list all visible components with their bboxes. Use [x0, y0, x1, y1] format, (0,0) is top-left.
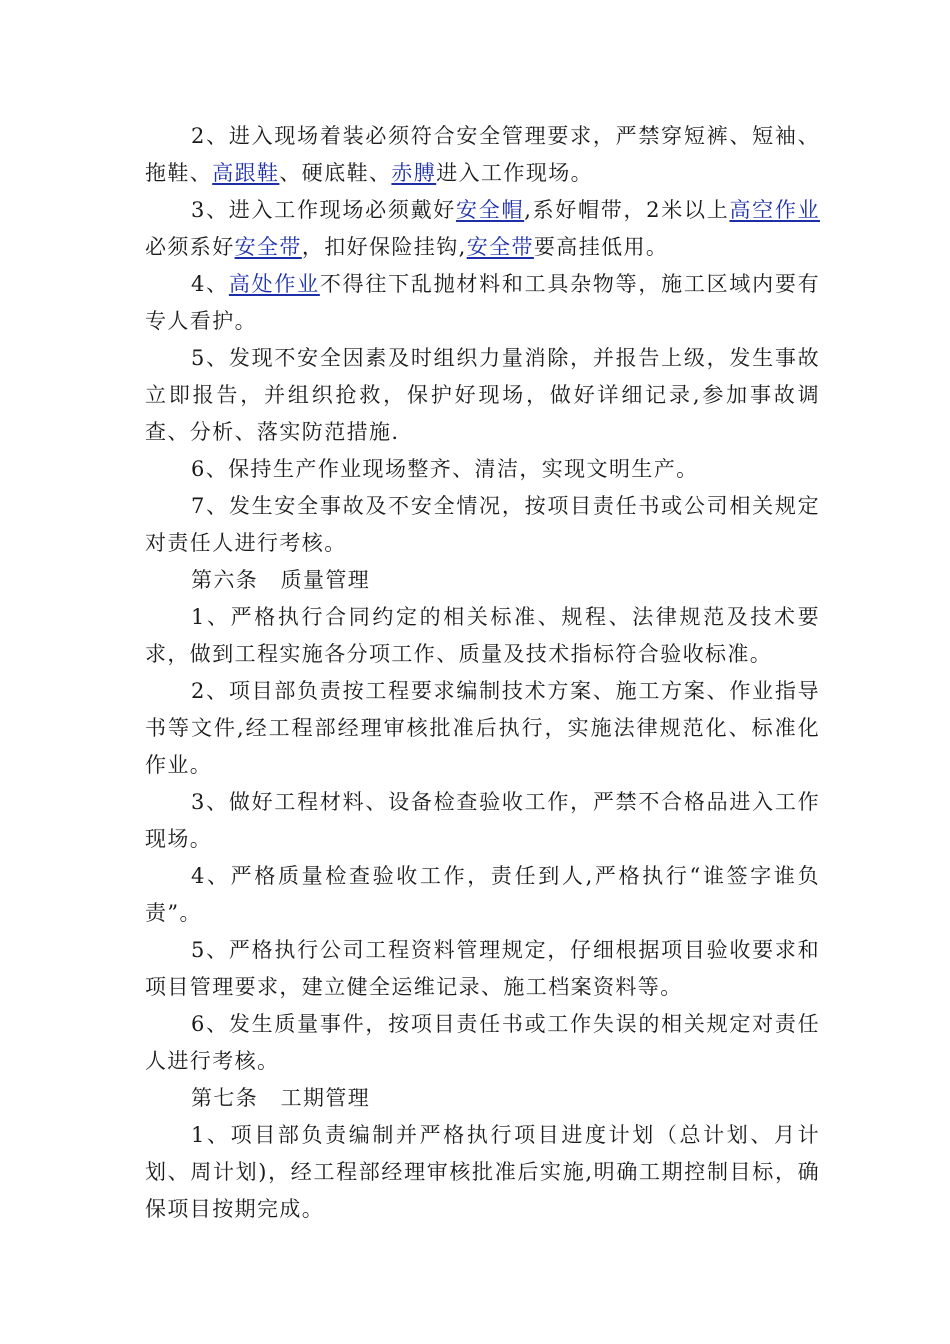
hyperlink[interactable]: 安全帽	[456, 198, 525, 222]
text-segment: 2、进入现场着装必须符合安全管理要求，严禁穿短裤、短袖、拖鞋、	[145, 124, 820, 185]
hyperlink[interactable]: 高处作业	[228, 272, 320, 296]
hyperlink[interactable]: 安全带	[466, 235, 534, 259]
text-segment: 1、严格执行合同约定的相关标准、规程、法律规范及技术要求，做到工程实施各分项工作、质量及技术指标符合验收标准。	[145, 605, 820, 666]
text-segment: 4、严格质量检查验收工作，责任到人,严格执行“谁签字谁负责”。	[145, 864, 820, 925]
text-segment: 6、保持生产作业现场整齐、清洁，实现文明生产。	[191, 457, 699, 481]
document-body	[145, 118, 820, 1228]
paragraph	[145, 932, 820, 1006]
paragraph	[145, 118, 820, 192]
text-segment: ,系好帽带，2米以上	[524, 198, 730, 222]
paragraph	[145, 488, 820, 562]
paragraph	[145, 599, 820, 673]
text-segment: 第七条 工期管理	[191, 1086, 371, 1110]
text-segment: 要高挂低用。	[533, 235, 669, 259]
section-heading	[145, 1080, 820, 1117]
text-segment: 6、发生质量事件，按项目责任书或工作失误的相关规定对责任人进行考核。	[145, 1012, 820, 1073]
hyperlink[interactable]: 高跟鞋	[212, 161, 280, 185]
paragraph	[145, 673, 820, 784]
text-segment: 、硬底鞋、	[279, 161, 392, 185]
text-segment: 5、发现不安全因素及时组织力量消除，并报告上级，发生事故立即报告，并组织抢救，保护好现场，做好详细记录,参加事故调查、分析、落实防范措施.	[145, 346, 820, 444]
hyperlink[interactable]: 赤膊	[391, 161, 437, 185]
paragraph	[145, 1117, 820, 1228]
paragraph	[145, 858, 820, 932]
text-segment: 不得往下乱抛材料和工具杂物等，施工区域内要有专人看护。	[145, 272, 820, 333]
text-segment: 进入工作现场。	[436, 161, 594, 185]
text-segment: 5、严格执行公司工程资料管理规定，仔细根据项目验收要求和项目管理要求，建立健全运维记录、施工档案资料等。	[145, 938, 820, 999]
text-segment: 3、进入工作现场必须戴好	[191, 198, 457, 222]
text-segment: 3、做好工程材料、设备检查验收工作，严禁不合格品进入工作现场。	[145, 790, 820, 851]
paragraph	[145, 1006, 820, 1080]
text-segment: 4、	[191, 272, 229, 296]
hyperlink[interactable]: 高空作业	[729, 198, 820, 222]
paragraph	[145, 266, 820, 340]
text-segment: 2、项目部负责按工程要求编制技术方案、施工方案、作业指导书等文件,经工程部经理审核批准后执行，实施法律规范化、标准化作业。	[145, 679, 820, 777]
text-segment: 1、项目部负责编制并严格执行项目进度计划（总计划、月计划、周计划)，经工程部经理审核批准后实施,明确工期控制目标，确保项目按期完成。	[145, 1123, 820, 1221]
paragraph	[145, 340, 820, 451]
section-heading	[145, 562, 820, 599]
paragraph	[145, 192, 820, 266]
text-segment: ，扣好保险挂钩,	[301, 235, 467, 259]
text-segment: 第六条 质量管理	[191, 568, 371, 592]
paragraph	[145, 784, 820, 858]
paragraph	[145, 451, 820, 488]
text-segment: 必须系好	[145, 235, 235, 259]
text-segment: 7、发生安全事故及不安全情况，按项目责任书或公司相关规定对责任人进行考核。	[145, 494, 820, 555]
hyperlink[interactable]: 安全带	[234, 235, 302, 259]
